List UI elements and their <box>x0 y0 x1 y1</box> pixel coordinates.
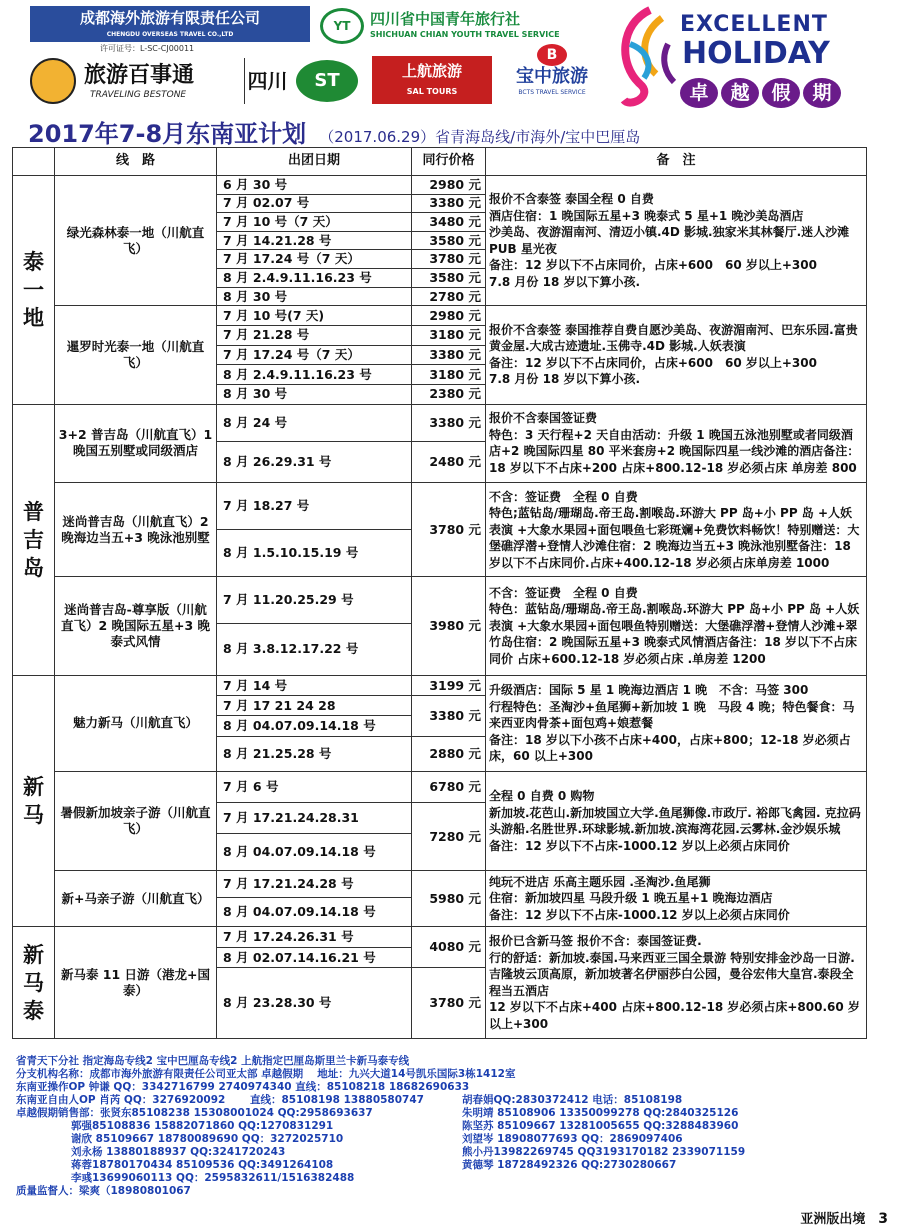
holiday-en-bottom: HOLIDAY <box>682 36 830 71</box>
note-cell: 报价不含泰签 泰国全程 0 自费 酒店住宿：1 晚国际五星+3 晚泰式 5 星+1 晚沙美岛酒店 沙美岛、夜游湄南河、清迈小镇.4D 影城.独家米其林餐厅.迷人沙滩 PUB 星光夜 备注：12 岁以下不占床同价，占床+600 60 岁以上+300 7.8 月份 18 岁以下算小孩. <box>486 175 867 305</box>
chengdu-name-en: CHENGDU OVERSEAS TRAVEL CO.,LTD <box>106 31 234 38</box>
date-cell: 7 月 17.21.24.28 号 <box>217 871 412 898</box>
table-row <box>13 483 867 530</box>
price-cell: 3380 元 <box>412 194 486 213</box>
holiday-char: 期 <box>803 78 841 108</box>
page-title-sub: （2017.06.29）省青海岛线/市海外/宝中巴厘岛 <box>319 128 641 146</box>
date-cell: 8 月 26.29.31 号 <box>217 441 412 482</box>
sal-name: 上航旅游 <box>401 62 462 80</box>
bestone-name-en: TRAVELING BESTONE <box>90 90 187 100</box>
price-cell: 3199 元 <box>412 675 486 696</box>
table-row <box>13 871 867 898</box>
table-row <box>13 927 867 948</box>
footer-line: 刘永杨 13880188937 QQ:3241720243 <box>71 1146 286 1158</box>
footer-line: 朱明靖 85108906 13350099278 QQ:2840325126 <box>462 1107 739 1119</box>
date-cell: 8 月 2.4.9.11.16.23 号 <box>217 269 412 288</box>
price-cell: 2380 元 <box>412 384 486 404</box>
excellent-holiday-logo <box>610 4 870 112</box>
footer-line: 郭强85108836 15882071860 QQ:1270831291 <box>71 1120 334 1132</box>
price-cell: 3980 元 <box>412 577 486 675</box>
route-cell: 绿光森林泰一地（川航直飞） <box>55 175 217 305</box>
footer-line: 分支机构名称：成都市海外旅游有限责任公司亚太部 卓越假期 地址：九兴大道14号凯乐国际3栋1412室 <box>16 1068 516 1080</box>
price-cell: 4080 元 <box>412 927 486 968</box>
price-cell: 3380 元 <box>412 404 486 441</box>
footer-line: 刘望岑 18908077693 QQ：2869097406 <box>462 1133 683 1145</box>
contact-footer <box>16 1055 876 1205</box>
header-route: 线 路 <box>55 148 217 176</box>
date-cell: 7 月 14 号 <box>217 675 412 696</box>
footer-line: 质量监督人：梁爽（18980801067 <box>16 1185 191 1197</box>
table-row <box>13 771 867 802</box>
page-title <box>28 114 888 146</box>
holiday-char: 卓 <box>680 78 718 108</box>
note-cell: 报价不含泰国签证费 特色：3 天行程+2 天自由活动：升级 1 晚国五泳池别墅或者同级酒店+2 晚国际四星 80 平米套房+2 晚国际四星一线沙滩的酒店备注：18 岁以下不占床+200 占床+800.12-18 岁必须占床 单房差 800 <box>486 404 867 483</box>
price-cell: 2480 元 <box>412 441 486 482</box>
price-cell: 3380 元 <box>412 345 486 365</box>
price-cell: 6780 元 <box>412 771 486 802</box>
footer-line: 熊小丹13982269745 QQ3193170182 2339071159 <box>462 1146 746 1158</box>
holiday-en-top: EXCELLENT <box>680 12 828 37</box>
price-cell: 3580 元 <box>412 269 486 288</box>
date-cell: 7 月 10 号（7 天） <box>217 213 412 232</box>
footer-line: 谢欣 85109667 18780089690 QQ：3272025710 <box>71 1133 344 1145</box>
price-cell: 2980 元 <box>412 175 486 194</box>
price-cell: 3180 元 <box>412 325 486 345</box>
date-cell: 8 月 2.4.9.11.16.23 号 <box>217 365 412 385</box>
footer-line: 卓越假期销售部：张贤东85108238 15308001024 QQ:2958693637 <box>16 1107 373 1119</box>
footer-line: 东南亚自由人OP 肖芮 QQ：3276920092 直线：85108198 13880580747 <box>16 1094 424 1106</box>
route-cell: 暑假新加坡亲子游（川航直飞） <box>55 771 217 870</box>
note-cell: 纯玩不进店 乐高主题乐园 .圣淘沙.鱼尾狮 住宿：新加坡四星 马段升级 1 晚五星+1 晚海边酒店 备注：12 岁以下不占床-1000.12 岁以上必须占床同价 <box>486 871 867 927</box>
date-cell: 8 月 30 号 <box>217 384 412 404</box>
price-cell: 2880 元 <box>412 736 486 771</box>
date-cell: 7 月 17 21 24 28 <box>217 696 412 716</box>
footer-line: 李彧13699060113 QQ：2595832611/1516382488 <box>71 1172 355 1184</box>
note-cell: 报价已含新马签 报价不含：泰国签证费. 行的舒适：新加坡.泰国.马来西亚三国全景游 特别安排金沙岛一日游. 吉隆坡云顶高原，新加坡著名伊丽莎白公园，曼谷宏伟大皇宫.泰段全程当五酒店 12 岁以下不占床+400 占床+800.12-18 岁必须占床+800.60 岁以上+300 <box>486 927 867 1039</box>
footer-line: 陈坚苏 85109667 13281005655 QQ:3288483960 <box>462 1120 739 1132</box>
date-cell: 6 月 30 号 <box>217 175 412 194</box>
bcts-mark-icon: B <box>537 44 567 66</box>
footer-line: 胡春娟QQ:2830372412 电话：85108198 <box>462 1094 683 1106</box>
price-cell: 2980 元 <box>412 306 486 326</box>
page-footer <box>800 1208 888 1227</box>
publisher-name: 亚洲版出境 <box>800 1212 866 1227</box>
sichuan-logo: 四川 <box>244 58 290 104</box>
date-cell: 7 月 17.24.26.31 号 <box>217 927 412 948</box>
region-sing-malay: 新马 <box>13 675 55 926</box>
header-notes: 备 注 <box>486 148 867 176</box>
date-cell: 7 月 17.24 号（7 天） <box>217 250 412 269</box>
bcts-name-en: BCTS TRAVEL SERVICE <box>518 89 586 96</box>
header-price: 同行价格 <box>412 148 486 176</box>
table-row <box>13 306 867 326</box>
price-cell: 2780 元 <box>412 287 486 306</box>
note-cell: 不含：签证费 全程 0 自费 特色：蓝钻岛/珊瑚岛.帝王岛.割喉岛.环游大 PP 岛+小 PP 岛 +人妖表演 +大象水果园+面包喂鱼特别赠送：大堡礁浮潜+登情人沙滩+翠竹岛住宿：2 晚国际五星+3 晚泰式风情酒店备注：18 岁以下不占床同价 占床+600.12-18 岁必须占床 .单房差 1200 <box>486 577 867 675</box>
cyts-logo <box>320 6 610 46</box>
bcts-name: 宝中旅游 <box>516 66 588 87</box>
date-cell: 7 月 21.28 号 <box>217 325 412 345</box>
footer-line: 蒋蓉18780170434 85109536 QQ:3491264108 <box>71 1159 334 1171</box>
chengdu-overseas-logo <box>30 6 310 42</box>
table-row <box>13 675 867 696</box>
date-cell: 7 月 6 号 <box>217 771 412 802</box>
note-cell: 升级酒店：国际 5 星 1 晚海边酒店 1 晚 不含：马签 300 行程特色：圣淘沙+鱼尾狮+新加坡 1 晚 马段 4 晚；特色餐食：马来西亚肉骨茶+面包鸡+娘惹餐 备注：18 岁以下小孩不占床+400，占床+800；12-18 岁必须占床，60 以上+300 <box>486 675 867 771</box>
date-cell: 8 月 3.8.12.17.22 号 <box>217 623 412 675</box>
footer-line: 省青天下分社 指定海岛专线2 宝中巴厘岛专线2 上航指定巴厘岛斯里兰卡新马泰专线 <box>16 1055 410 1067</box>
page-number: 3 <box>878 1211 888 1227</box>
price-cell: 3380 元 <box>412 696 486 736</box>
chengdu-name: 成都海外旅游有限责任公司 <box>79 9 260 27</box>
table-header-row <box>13 148 867 176</box>
table-row <box>13 175 867 194</box>
holiday-char: 越 <box>721 78 759 108</box>
note-cell: 不含：签证费 全程 0 自费 特色;蓝钻岛/珊瑚岛.帝王岛.割喉岛.环游大 PP 岛+小 PP 岛 +人妖表演 +大象水果园+面包喂鱼七彩斑斓+免费饮料畅饮！特别赠送：大堡礁浮潜+登情人沙滩住宿：2 晚海边当五+3 晚泳池别墅备注：18 岁以下不占床同价.占床+400.12-18 岁必须占床单房差 1000 <box>486 483 867 577</box>
date-cell: 8 月 24 号 <box>217 404 412 441</box>
holiday-cn <box>680 78 841 108</box>
route-cell: 迷尚普吉岛（川航直飞）2 晚海边当五+3 晚泳池别墅 <box>55 483 217 577</box>
date-cell: 7 月 10 号(7 天) <box>217 306 412 326</box>
route-cell: 暹罗时光泰一地（川航直飞） <box>55 306 217 404</box>
route-cell: 新+马亲子游（川航直飞） <box>55 871 217 927</box>
footer-line: 东南亚操作OP 钟谦 QQ：3342716799 2740974340 直线：85108218 18682690633 <box>16 1081 470 1093</box>
page-title-main: 2017年7-8月东南亚计划 <box>28 120 307 146</box>
itinerary-table <box>12 147 867 1039</box>
price-cell: 3480 元 <box>412 213 486 232</box>
date-cell: 8 月 1.5.10.15.19 号 <box>217 529 412 577</box>
cyts-name: 四川省中国青年旅行社 <box>370 10 521 28</box>
price-cell: 3780 元 <box>412 968 486 1039</box>
date-cell: 8 月 02.07.14.16.21 号 <box>217 947 412 968</box>
price-cell: 3180 元 <box>412 365 486 385</box>
region-thailand: 泰一地 <box>13 175 55 404</box>
note-cell: 全程 0 自费 0 购物 新加坡.花芭山.新加坡国立大学.鱼尾狮像.市政厅. 裕郎飞禽园. 克拉码头游船.名胜世界.环球影城.新加坡.滨海湾花园.云雾林.金沙娱乐城 备注：12 岁以下不占床-1000.12 岁以上必须占床同价 <box>486 771 867 870</box>
price-cell: 3580 元 <box>412 231 486 250</box>
date-cell: 7 月 18.27 号 <box>217 483 412 530</box>
route-cell: 迷尚普吉岛-尊享版（川航直飞）2 晚国际五星+3 晚泰式风情 <box>55 577 217 675</box>
price-cell: 3780 元 <box>412 483 486 577</box>
date-cell: 7 月 02.07 号 <box>217 194 412 213</box>
mascot-icon <box>30 58 76 104</box>
date-cell: 7 月 17.24 号（7 天） <box>217 345 412 365</box>
table-row <box>13 404 867 441</box>
bestone-name: 旅游百事通 <box>84 63 195 88</box>
date-cell: 7 月 17.21.24.28.31 <box>217 802 412 833</box>
note-cell: 报价不含泰签 泰国推荐自费自愿沙美岛、夜游湄南河、巴东乐园.富贵黄金屋.大成古迹遗址.玉佛寺.4D 影城.人妖表演 备注：12 岁以下不占床同价，占床+600 60 岁以上+300 7.8 月份 18 岁以下算小孩. <box>486 306 867 404</box>
route-cell: 新马泰 11 日游（港龙+国泰） <box>55 927 217 1039</box>
date-cell: 8 月 30 号 <box>217 287 412 306</box>
green-travel-logo-icon: ST <box>296 60 358 102</box>
holiday-char: 假 <box>762 78 800 108</box>
traveling-bestone-logo <box>30 56 240 106</box>
route-cell: 魅力新马（川航直飞） <box>55 675 217 771</box>
footer-line: 黄德琴 18728492326 QQ:2730280667 <box>462 1159 677 1171</box>
header-blank <box>13 148 55 176</box>
cyts-emblem-icon: YT <box>320 8 364 44</box>
date-cell: 8 月 04.07.09.14.18 号 <box>217 898 412 927</box>
license-number: 许可证号：L-SC-CJ00011 <box>100 44 195 53</box>
table-row <box>13 577 867 624</box>
price-cell: 5980 元 <box>412 871 486 927</box>
route-cell: 3+2 普吉岛（川航直飞）1 晚国五别墅或同级酒店 <box>55 404 217 483</box>
cyts-name-en: SHICHUAN CHIAN YOUTH TRAVEL SERVICE <box>370 30 560 39</box>
sal-tours-logo <box>372 56 492 104</box>
price-cell: 7280 元 <box>412 802 486 870</box>
region-sing-malay-thai: 新马泰 <box>13 927 55 1039</box>
date-cell: 8 月 04.07.09.14.18 号 <box>217 833 412 870</box>
region-phuket: 普吉岛 <box>13 404 55 675</box>
date-cell: 8 月 04.07.09.14.18 号 <box>217 716 412 737</box>
date-cell: 7 月 11.20.25.29 号 <box>217 577 412 624</box>
bcts-logo <box>500 44 604 106</box>
date-cell: 7 月 14.21.28 号 <box>217 231 412 250</box>
header-date: 出团日期 <box>217 148 412 176</box>
price-cell: 3780 元 <box>412 250 486 269</box>
date-cell: 8 月 21.25.28 号 <box>217 736 412 771</box>
date-cell: 8 月 23.28.30 号 <box>217 968 412 1039</box>
header <box>0 0 900 148</box>
holiday-swirl-icon <box>610 4 680 112</box>
sal-name-en: SAL TOURS <box>406 87 458 96</box>
